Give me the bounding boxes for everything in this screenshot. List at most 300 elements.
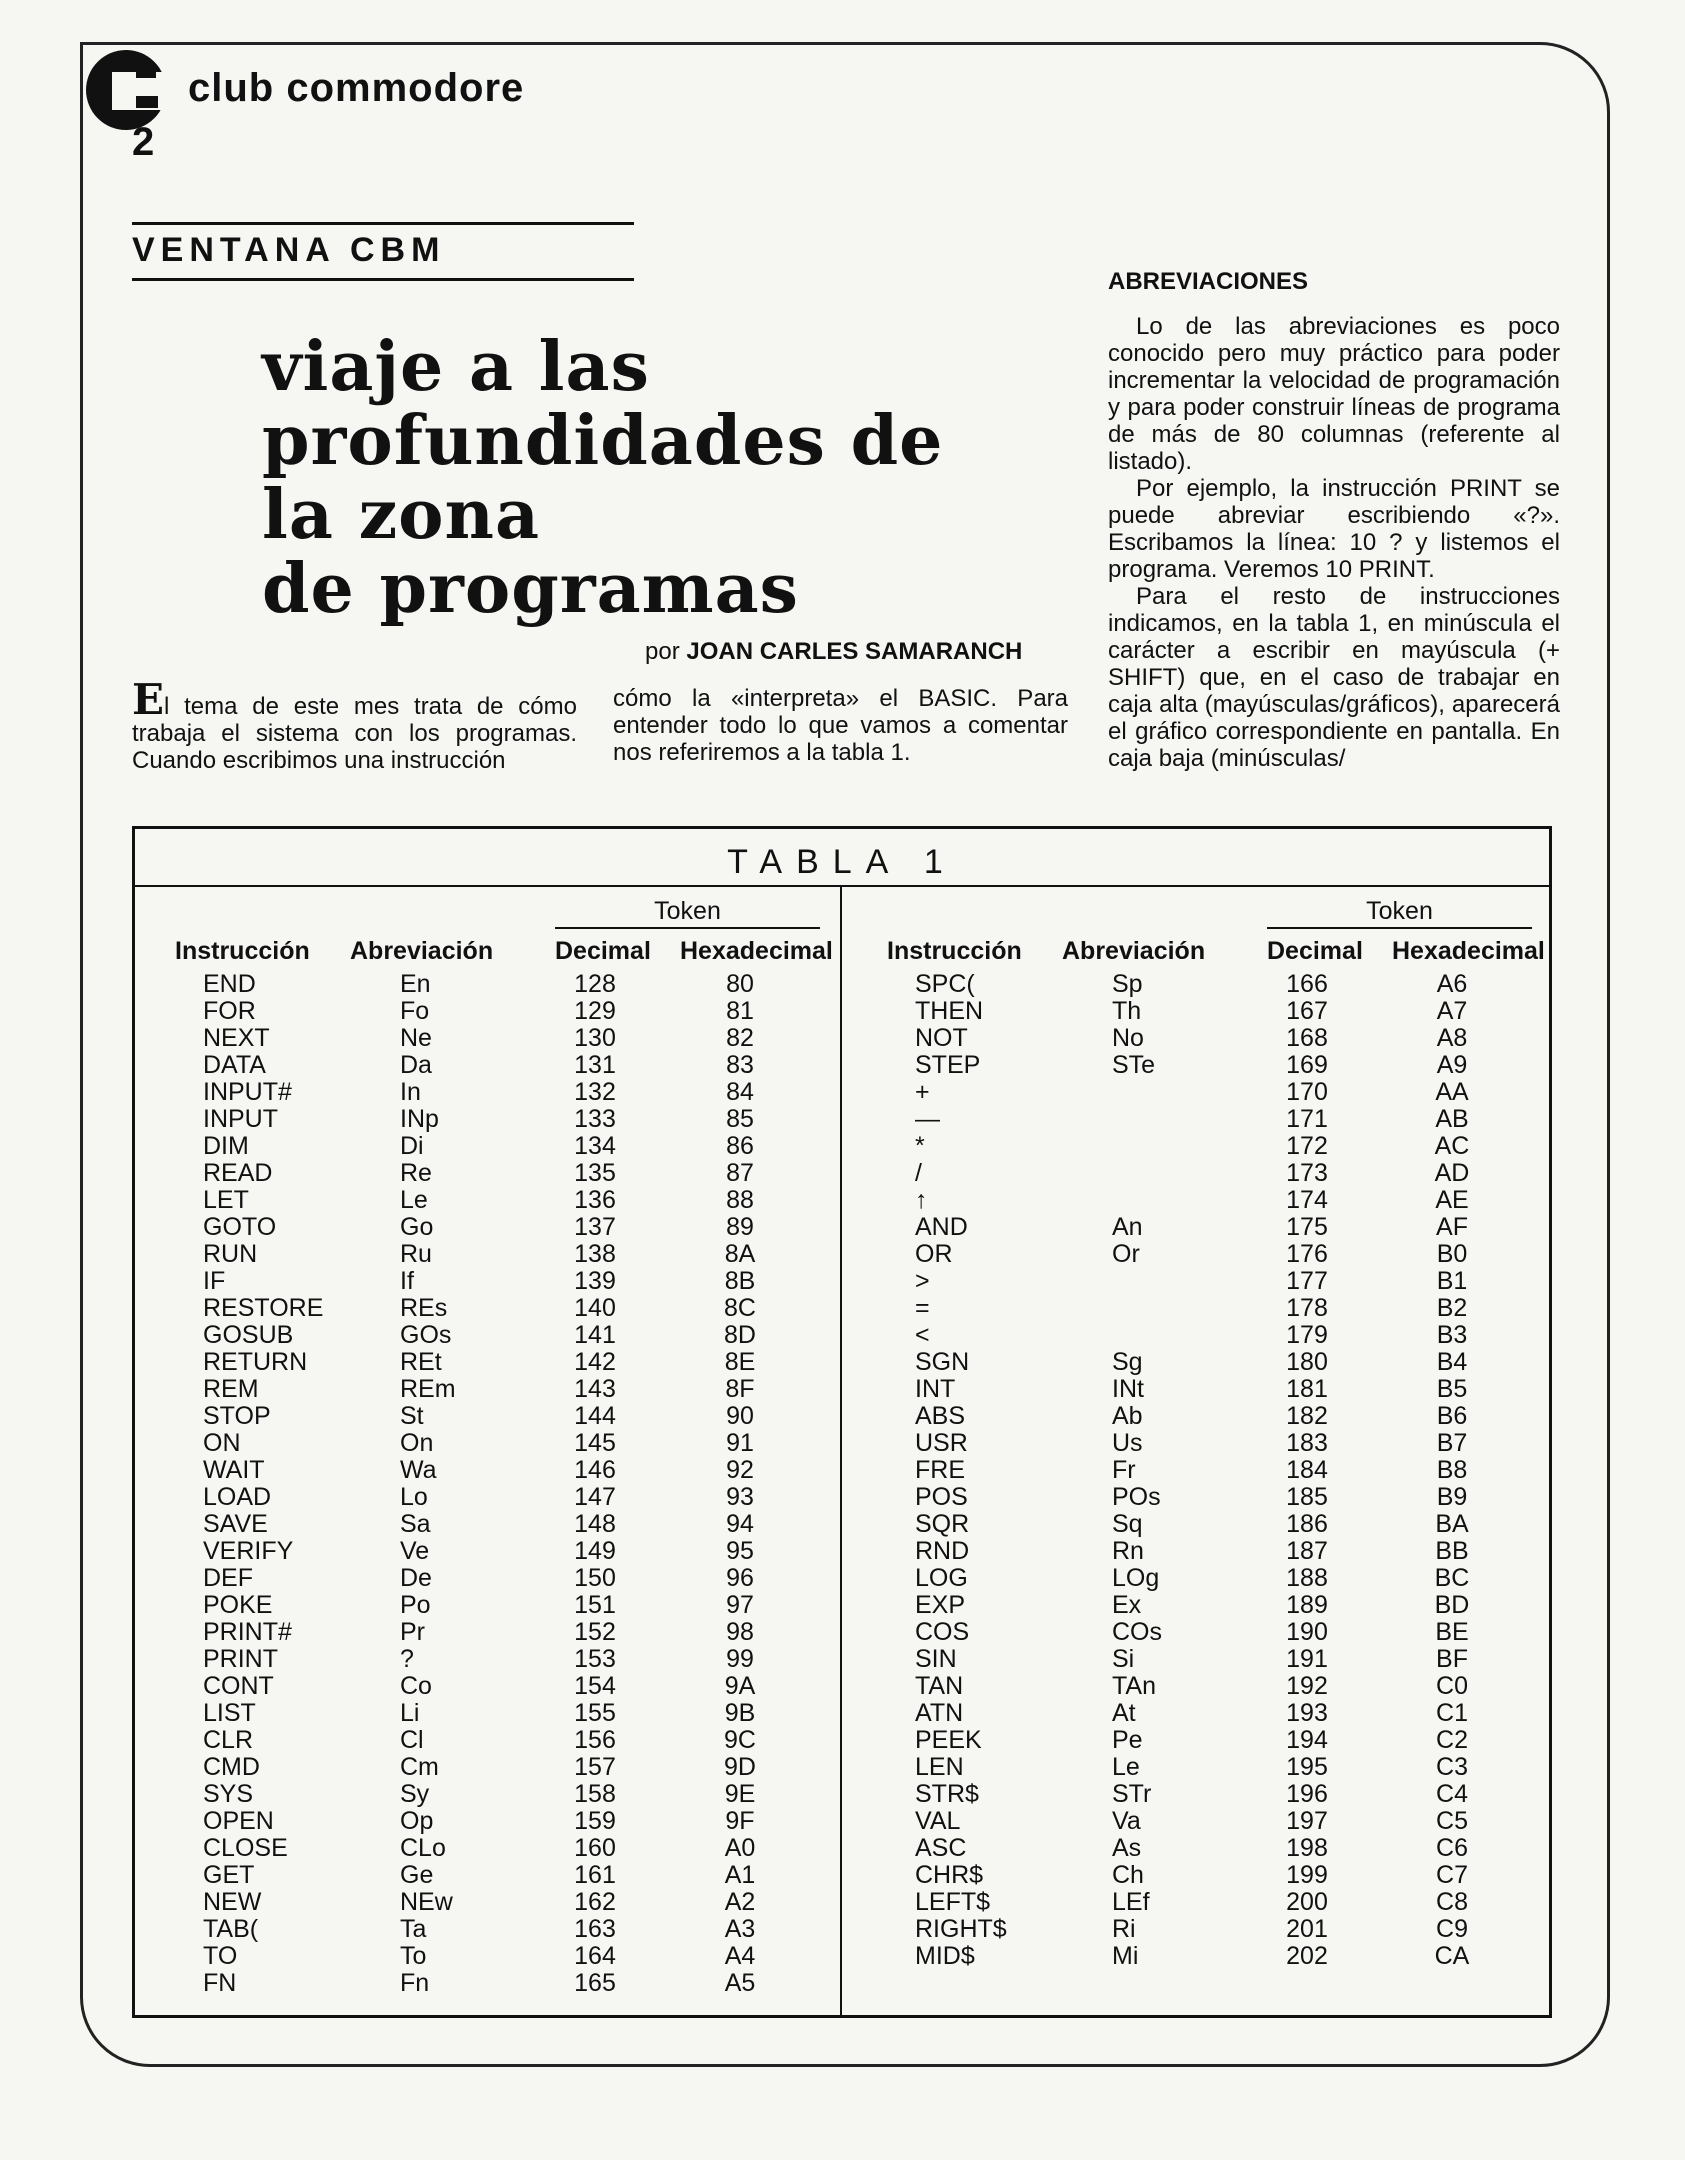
issue-number: 2: [132, 120, 155, 164]
instruction-cell: >: [915, 1267, 930, 1295]
table-row: [847, 1619, 1547, 1646]
table-row: [847, 1889, 1547, 1916]
decimal-cell: 190: [1286, 1618, 1328, 1646]
decimal-cell: 186: [1286, 1510, 1328, 1538]
instruction-cell: CMD: [203, 1753, 260, 1781]
decimal-cell: 139: [574, 1267, 616, 1295]
instruction-cell: ABS: [915, 1402, 966, 1430]
token-header: Token: [654, 897, 721, 925]
instruction-cell: LET: [203, 1186, 249, 1214]
hex-cell: C7: [1436, 1861, 1468, 1889]
table-row: [135, 1322, 835, 1349]
instruction-cell: VAL: [915, 1807, 961, 1835]
headline-line: profundidades de: [262, 401, 944, 481]
instruction-cell: TAN: [915, 1672, 964, 1700]
hex-cell: B1: [1436, 1267, 1468, 1295]
decimal-cell: 172: [1286, 1132, 1328, 1160]
hex-cell: A9: [1436, 1051, 1468, 1079]
table-row: [847, 1943, 1547, 1970]
instruction-cell: SGN: [915, 1348, 970, 1376]
abbreviation-cell: Ne: [400, 1024, 432, 1052]
table-row: [135, 1835, 835, 1862]
decimal-cell: 176: [1286, 1240, 1328, 1268]
abbreviation-cell: An: [1112, 1213, 1143, 1241]
decimal-cell: 147: [574, 1483, 616, 1511]
abbreviation-cell: Op: [400, 1807, 434, 1835]
instruction-cell: TO: [203, 1942, 238, 1970]
header-instruccion: Instrucción: [887, 937, 1022, 965]
section-header: [132, 222, 634, 281]
header-instruccion: Instrucción: [175, 937, 310, 965]
decimal-cell: 157: [574, 1753, 616, 1781]
byline: [645, 638, 1022, 666]
table-row: [847, 1187, 1547, 1214]
abbreviation-cell: Us: [1112, 1429, 1143, 1457]
table-row: [135, 1106, 835, 1133]
table-row: [847, 1295, 1547, 1322]
table-row: [135, 998, 835, 1025]
instruction-cell: POKE: [203, 1591, 273, 1619]
abbreviation-cell: If: [400, 1267, 414, 1295]
hex-cell: A4: [724, 1942, 756, 1970]
paragraph: Por ejemplo, la instrucción PRINT se puede abreviar escribiendo «?». Escribamos la línea: 10 ? y listemos el programa. Veremos 10 PRINT.: [1108, 475, 1560, 583]
abbreviation-cell: Sa: [400, 1510, 431, 1538]
abbreviation-cell: COs: [1112, 1618, 1162, 1646]
abbreviation-cell: NEw: [400, 1888, 453, 1916]
instruction-cell: RESTORE: [203, 1294, 324, 1322]
hex-cell: A7: [1436, 997, 1468, 1025]
decimal-cell: 165: [574, 1969, 616, 1997]
table-rows-right: [847, 971, 1547, 1970]
hex-cell: 84: [726, 1078, 754, 1106]
hex-cell: B2: [1436, 1294, 1468, 1322]
decimal-cell: 142: [574, 1348, 616, 1376]
instruction-cell: RIGHT$: [915, 1915, 1007, 1943]
instruction-cell: NEW: [203, 1888, 262, 1916]
table-half-left: [135, 891, 835, 2011]
hex-cell: C8: [1436, 1888, 1468, 1916]
decimal-cell: 160: [574, 1834, 616, 1862]
abbreviation-cell: REt: [400, 1348, 442, 1376]
table-row: [847, 1025, 1547, 1052]
hex-cell: C3: [1436, 1753, 1468, 1781]
table-row: [135, 1376, 835, 1403]
abbreviation-cell: INt: [1112, 1375, 1144, 1403]
table-row: [135, 1025, 835, 1052]
header-decimal: Decimal: [555, 937, 651, 965]
table-row: [135, 1511, 835, 1538]
instruction-cell: DEF: [203, 1564, 253, 1592]
hex-cell: B9: [1436, 1483, 1468, 1511]
hex-cell: 97: [726, 1591, 754, 1619]
instruction-cell: IF: [203, 1267, 226, 1295]
table-row: [135, 1565, 835, 1592]
instruction-cell: INPUT#: [203, 1078, 292, 1106]
hex-cell: BD: [1434, 1591, 1470, 1619]
instruction-cell: PRINT: [203, 1645, 278, 1673]
header-abreviacion: Abreviación: [350, 937, 494, 965]
decimal-cell: 185: [1286, 1483, 1328, 1511]
abbreviation-cell: Sy: [400, 1780, 430, 1808]
hex-cell: C1: [1436, 1699, 1468, 1727]
abbreviation-cell: No: [1112, 1024, 1144, 1052]
table-row: [847, 1268, 1547, 1295]
instruction-cell: CLOSE: [203, 1834, 288, 1862]
hex-cell: 8C: [724, 1294, 756, 1322]
decimal-cell: 182: [1286, 1402, 1328, 1430]
instruction-cell: SYS: [203, 1780, 254, 1808]
table-row: [847, 971, 1547, 998]
article-column-3: [1108, 268, 1560, 772]
table-row: [135, 1862, 835, 1889]
instruction-cell: ASC: [915, 1834, 967, 1862]
table-row: [135, 1646, 835, 1673]
abbreviation-cell: Ab: [1112, 1402, 1143, 1430]
table-row: [847, 1052, 1547, 1079]
decimal-cell: 173: [1286, 1159, 1328, 1187]
article-column-2: cómo la «interpreta» el BASIC. Para entender todo lo que vamos a comentar nos referiremos a la tabla 1.: [613, 685, 1068, 766]
headline-line: la zona: [262, 475, 541, 555]
abbreviation-cell: STr: [1112, 1780, 1152, 1808]
decimal-cell: 131: [574, 1051, 616, 1079]
table-row: [847, 1700, 1547, 1727]
hex-cell: 92: [726, 1456, 754, 1484]
table-row: [135, 1295, 835, 1322]
hex-cell: CA: [1434, 1942, 1470, 1970]
instruction-cell: MID$: [915, 1942, 975, 1970]
decimal-cell: 163: [574, 1915, 616, 1943]
hex-cell: A3: [724, 1915, 756, 1943]
hex-cell: 98: [726, 1618, 754, 1646]
instruction-cell: LOG: [915, 1564, 968, 1592]
hex-cell: AF: [1436, 1213, 1468, 1241]
abbreviation-cell: En: [400, 970, 431, 998]
table-row: [847, 1349, 1547, 1376]
decimal-cell: 134: [574, 1132, 616, 1160]
hex-cell: A5: [724, 1969, 756, 1997]
instruction-cell: DATA: [203, 1051, 266, 1079]
table-row: [847, 1322, 1547, 1349]
hex-cell: 90: [726, 1402, 754, 1430]
table-row: [135, 1970, 835, 1997]
decimal-cell: 183: [1286, 1429, 1328, 1457]
abbreviation-cell: Rn: [1112, 1537, 1144, 1565]
table-row: [135, 971, 835, 998]
table-row: [847, 1754, 1547, 1781]
hex-cell: 8B: [724, 1267, 756, 1295]
table-row: [135, 1079, 835, 1106]
abbreviation-cell: Th: [1112, 997, 1142, 1025]
instruction-cell: GOTO: [203, 1213, 277, 1241]
table-row: [135, 1187, 835, 1214]
hex-cell: BA: [1435, 1510, 1469, 1538]
hex-cell: B3: [1436, 1321, 1468, 1349]
abbreviation-cell: Co: [400, 1672, 432, 1700]
abbreviation-cell: CLo: [400, 1834, 446, 1862]
paragraph: Lo de las abreviaciones es poco conocido pero muy práctico para poder incrementar la velocidad de programación y para poder construir líneas de programa de más de 80 columnas (referente al listado).: [1108, 313, 1560, 475]
decimal-cell: 152: [574, 1618, 616, 1646]
table-row: [135, 1268, 835, 1295]
hex-cell: A0: [724, 1834, 756, 1862]
hex-cell: AB: [1435, 1105, 1469, 1133]
decimal-cell: 181: [1286, 1375, 1328, 1403]
hex-cell: 9E: [724, 1780, 756, 1808]
decimal-cell: 137: [574, 1213, 616, 1241]
hex-cell: B5: [1436, 1375, 1468, 1403]
abbreviation-cell: Li: [400, 1699, 420, 1727]
token-header: Token: [1366, 897, 1433, 925]
hex-cell: 91: [726, 1429, 754, 1457]
hex-cell: A8: [1436, 1024, 1468, 1052]
decimal-cell: 162: [574, 1888, 616, 1916]
table-row: [847, 1376, 1547, 1403]
decimal-cell: 184: [1286, 1456, 1328, 1484]
abbreviation-cell: De: [400, 1564, 432, 1592]
abbreviation-cell: POs: [1112, 1483, 1161, 1511]
decimal-cell: 199: [1286, 1861, 1328, 1889]
instruction-cell: CLR: [203, 1726, 254, 1754]
hex-cell: 83: [726, 1051, 754, 1079]
abbreviation-cell: Ru: [400, 1240, 432, 1268]
table-row: [847, 1106, 1547, 1133]
header-hexadecimal: Hexadecimal: [680, 937, 833, 965]
decimal-cell: 193: [1286, 1699, 1328, 1727]
hex-cell: B8: [1436, 1456, 1468, 1484]
table-row: [135, 1214, 835, 1241]
decimal-cell: 138: [574, 1240, 616, 1268]
decimal-cell: 141: [574, 1321, 616, 1349]
decimal-cell: 194: [1286, 1726, 1328, 1754]
decimal-cell: 146: [574, 1456, 616, 1484]
hex-cell: 81: [726, 997, 754, 1025]
abbreviation-cell: As: [1112, 1834, 1142, 1862]
table-row: [135, 1484, 835, 1511]
instruction-cell: CHR$: [915, 1861, 984, 1889]
table-row: [847, 1862, 1547, 1889]
hex-cell: 88: [726, 1186, 754, 1214]
hex-cell: C9: [1436, 1915, 1468, 1943]
decimal-cell: 178: [1286, 1294, 1328, 1322]
decimal-cell: 192: [1286, 1672, 1328, 1700]
instruction-cell: ATN: [915, 1699, 964, 1727]
abbreviation-cell: Ve: [400, 1537, 430, 1565]
hex-cell: BC: [1434, 1564, 1470, 1592]
table-row: [847, 1214, 1547, 1241]
table-row: [135, 1457, 835, 1484]
table-row: [135, 1754, 835, 1781]
decimal-cell: 177: [1286, 1267, 1328, 1295]
hex-cell: 94: [726, 1510, 754, 1538]
decimal-cell: 161: [574, 1861, 616, 1889]
brand-title: club commodore: [188, 66, 525, 110]
table-row: [847, 1565, 1547, 1592]
table-row: [847, 1538, 1547, 1565]
table-rows-left: [135, 971, 835, 1997]
instruction-cell: *: [915, 1132, 925, 1160]
abbreviation-cell: Pr: [400, 1618, 425, 1646]
instruction-cell: PRINT#: [203, 1618, 292, 1646]
abbreviation-cell: LEf: [1112, 1888, 1150, 1916]
table-row: [847, 1079, 1547, 1106]
table-row: [847, 1673, 1547, 1700]
table-title: TABLA 1: [727, 843, 957, 881]
decimal-cell: 156: [574, 1726, 616, 1754]
decimal-cell: 166: [1286, 970, 1328, 998]
instruction-cell: OR: [915, 1240, 953, 1268]
table-row: [847, 1430, 1547, 1457]
hex-cell: C6: [1436, 1834, 1468, 1862]
hex-cell: BB: [1435, 1537, 1469, 1565]
hex-cell: 8F: [725, 1375, 755, 1403]
table-half-right: [847, 891, 1547, 2011]
decimal-cell: 150: [574, 1564, 616, 1592]
abbreviation-cell: Le: [1112, 1753, 1140, 1781]
header-hexadecimal: Hexadecimal: [1392, 937, 1545, 965]
abbreviation-cell: Fr: [1112, 1456, 1136, 1484]
decimal-cell: 155: [574, 1699, 616, 1727]
table-row: [847, 1457, 1547, 1484]
hex-cell: 87: [726, 1159, 754, 1187]
instruction-cell: REM: [203, 1375, 259, 1403]
abbreviation-cell: Cm: [400, 1753, 439, 1781]
decimal-cell: 140: [574, 1294, 616, 1322]
abbreviation-cell: Sg: [1112, 1348, 1143, 1376]
abbreviation-cell: REs: [400, 1294, 448, 1322]
abbreviation-cell: LOg: [1112, 1564, 1160, 1592]
decimal-cell: 198: [1286, 1834, 1328, 1862]
abbreviation-cell: GOs: [400, 1321, 452, 1349]
table-row: [135, 1673, 835, 1700]
decimal-cell: 129: [574, 997, 616, 1025]
table-row: [847, 1160, 1547, 1187]
hex-cell: 99: [726, 1645, 754, 1673]
instruction-cell: GOSUB: [203, 1321, 294, 1349]
abbreviation-cell: Va: [1112, 1807, 1141, 1835]
abbreviation-cell: Ex: [1112, 1591, 1142, 1619]
hex-cell: B4: [1436, 1348, 1468, 1376]
decimal-cell: 143: [574, 1375, 616, 1403]
hex-cell: A1: [724, 1861, 756, 1889]
instruction-cell: VERIFY: [203, 1537, 294, 1565]
instruction-cell: AND: [915, 1213, 968, 1241]
instruction-cell: LIST: [203, 1699, 256, 1727]
table-row: [135, 1430, 835, 1457]
decimal-cell: 148: [574, 1510, 616, 1538]
abbreviation-cell: At: [1112, 1699, 1136, 1727]
instruction-cell: USR: [915, 1429, 968, 1457]
instruction-cell: SIN: [915, 1645, 957, 1673]
subhead: ABREVIACIONES: [1108, 268, 1309, 295]
abbreviation-cell: Le: [400, 1186, 428, 1214]
instruction-cell: POS: [915, 1483, 968, 1511]
hex-cell: 8A: [724, 1240, 756, 1268]
instruction-cell: END: [203, 970, 256, 998]
decimal-cell: 171: [1286, 1105, 1328, 1133]
table-row: [135, 1781, 835, 1808]
table-row: [135, 1808, 835, 1835]
abbreviation-cell: Ch: [1112, 1861, 1144, 1889]
decimal-cell: 200: [1286, 1888, 1328, 1916]
hex-cell: 9A: [724, 1672, 756, 1700]
hex-cell: 80: [726, 970, 754, 998]
decimal-cell: 167: [1286, 997, 1328, 1025]
decimal-cell: 132: [574, 1078, 616, 1106]
table-row: [847, 1781, 1547, 1808]
instruction-cell: ↑: [915, 1186, 928, 1214]
abbreviation-cell: Re: [400, 1159, 432, 1187]
instruction-cell: LEFT$: [915, 1888, 991, 1916]
hex-cell: 96: [726, 1564, 754, 1592]
hex-cell: A6: [1436, 970, 1468, 998]
table-row: [847, 1808, 1547, 1835]
decimal-cell: 158: [574, 1780, 616, 1808]
abbreviation-cell: Po: [400, 1591, 431, 1619]
abbreviation-cell: To: [400, 1942, 427, 1970]
decimal-cell: 202: [1286, 1942, 1328, 1970]
decimal-cell: 153: [574, 1645, 616, 1673]
hex-cell: B0: [1436, 1240, 1468, 1268]
abbreviation-cell: ?: [400, 1645, 414, 1673]
table-row: [135, 1916, 835, 1943]
hex-cell: 89: [726, 1213, 754, 1241]
hex-cell: 9D: [724, 1753, 756, 1781]
instruction-cell: ON: [203, 1429, 241, 1457]
decimal-cell: 196: [1286, 1780, 1328, 1808]
article-column-1: [132, 675, 577, 774]
instruction-cell: STOP: [203, 1402, 271, 1430]
table-row: [135, 1727, 835, 1754]
abbreviation-cell: St: [400, 1402, 424, 1430]
hex-cell: 9B: [724, 1699, 756, 1727]
instruction-cell: INT: [915, 1375, 956, 1403]
abbreviation-cell: STe: [1112, 1051, 1156, 1079]
instruction-cell: CONT: [203, 1672, 274, 1700]
table-row: [847, 1241, 1547, 1268]
decimal-cell: 145: [574, 1429, 616, 1457]
instruction-cell: SAVE: [203, 1510, 268, 1538]
decimal-cell: 128: [574, 970, 616, 998]
table-row: [847, 1592, 1547, 1619]
instruction-cell: EXP: [915, 1591, 966, 1619]
section-label: VENTANA CBM: [132, 231, 446, 269]
table-row: [135, 1943, 835, 1970]
instruction-cell: THEN: [915, 997, 984, 1025]
decimal-cell: 170: [1286, 1078, 1328, 1106]
table-row: [847, 1484, 1547, 1511]
decimal-cell: 169: [1286, 1051, 1328, 1079]
instruction-cell: PEEK: [915, 1726, 982, 1754]
abbreviation-cell: Go: [400, 1213, 434, 1241]
abbreviation-cell: Si: [1112, 1645, 1135, 1673]
hex-cell: 95: [726, 1537, 754, 1565]
table-row: [847, 1133, 1547, 1160]
table-row: [847, 1511, 1547, 1538]
header-abreviacion: Abreviación: [1062, 937, 1206, 965]
paragraph: Para el resto de instrucciones indicamos, en la tabla 1, en minúscula el carácter a escribir en mayúscula (+ SHIFT) que, en el caso de trabajar en caja alta (mayúsculas/gráficos), aparecerá el gráfico correspondiente en pantalla. En caja baja (minúsculas/: [1108, 583, 1560, 772]
instruction-cell: INPUT: [203, 1105, 278, 1133]
instruction-cell: SQR: [915, 1510, 970, 1538]
decimal-cell: 130: [574, 1024, 616, 1052]
hex-cell: 8D: [724, 1321, 756, 1349]
abbreviation-cell: Wa: [400, 1456, 437, 1484]
decimal-cell: 195: [1286, 1753, 1328, 1781]
table-row: [847, 1646, 1547, 1673]
hex-cell: AA: [1435, 1078, 1469, 1106]
decimal-cell: 201: [1286, 1915, 1328, 1943]
table-row: [135, 1538, 835, 1565]
hex-cell: 9F: [725, 1807, 755, 1835]
decimal-cell: 191: [1286, 1645, 1328, 1673]
